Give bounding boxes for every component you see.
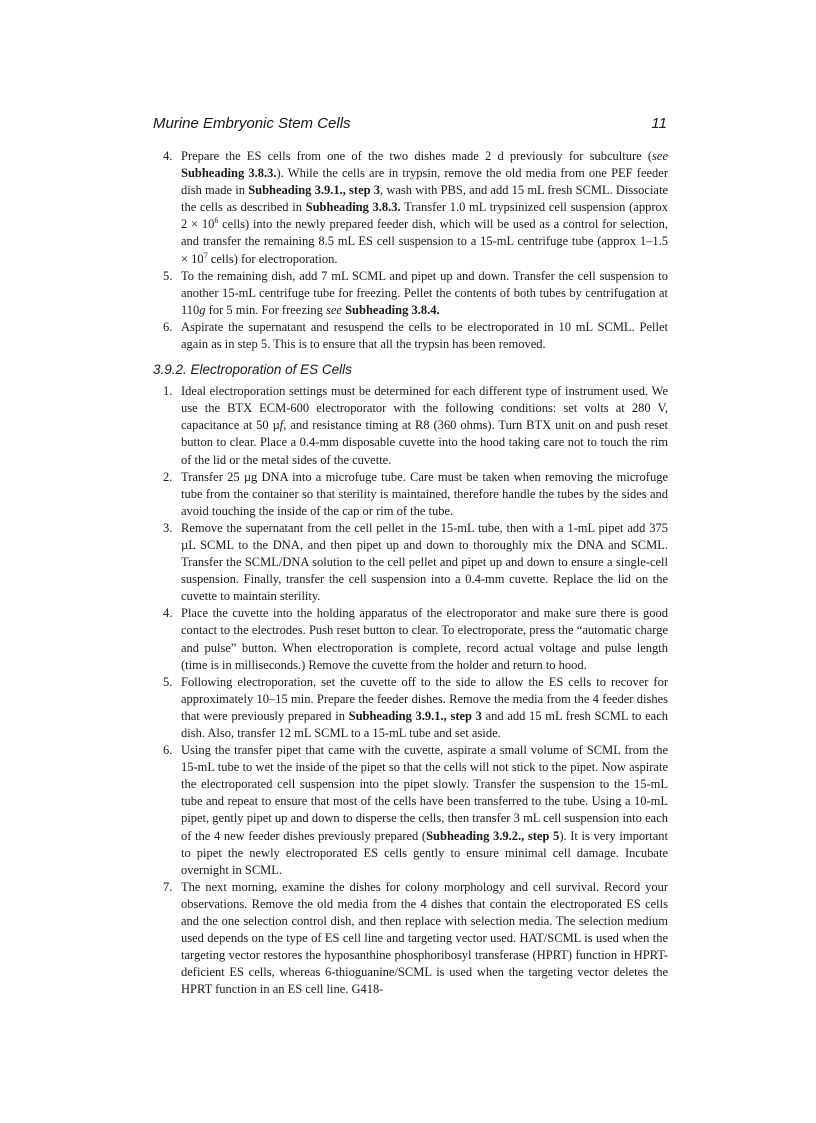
list-item: 6. Aspirate the supernatant and resuspend the cells to be electroporated in 10 mL SCML. Pellet again as in step 5. This is to ensure that all the trypsin has been removed. (163, 319, 668, 352)
running-title: Murine Embryonic Stem Cells (153, 115, 351, 132)
list-item: 5. To the remaining dish, add 7 mL SCML and pipet up and down. Transfer the cell suspension to another 15-mL centrifuge tube for freezing. Pellet the contents of both tubes by centrifugation at 110g for 5 min. For freezing see Subheading 3.8.4. (163, 268, 668, 317)
list-item: 7. The next morning, examine the dishes for colony morphology and cell survival. Record your observations. Remove the old media from the 4 dishes that contain the electroporated ES cells and the one selection control dish, and then replace with selection media. The selection medium used depends on the type of ES cell line and targeting vector used. HAT/SCML is used when the targeting vector restores the hyposanthine phosphoribosyl transferase (HPRT) function in HPRT-deficient ES cells, whereas 6-thioguanine/SCML is used when the targeting vector deletes the HPRT function in an ES cell line. G418- (163, 879, 668, 997)
item-number: 2. (163, 469, 173, 484)
list-item: 4. Prepare the ES cells from one of the two dishes made 2 d previously for subculture (see Subheading 3.8.3.). While the cells are in trypsin, remove the old media from one PEF feeder dish made in Subheading 3.9.1., step 3, wash with PBS, and add 15 mL fresh SCML. Dissociate the cells as described in Subheading 3.8.3. Transfer 1.0 mL trypsinized cell suspension (approx $2 \times 10^6$ cells) into the newly prepared feeder dish, which will be used as a control for selection, and transfer the remaining 8.5 mL ES cell suspension to a 15-mL centrifuge tube (approx $1-1.5 \times 10^7$ cells) for electroporation. (163, 149, 669, 266)
list-item: 3. Remove the supernatant from the cell pellet in the 15-mL tube, then with a 1-mL pipet add 375 µL SCML to the DNA, and then pipet up and down to thoroughly mix the DNA and SCML. Transfer the SCML/DNA solution to the cell pellet and pipet up and down to ensure a single-cell suspension. Finally, transfer the cell suspension into a 0.4-mm cuvette. Replace the lid on the cuvette to maintain sterility. (163, 520, 668, 604)
item-number: 4. (163, 606, 173, 621)
list-item: 1. Ideal electroporation settings must be determined for each different type of instrument used. We use the BTX ECM-600 electroporator with the following conditions: set volts at 280 V, capacitance at 50 µf, and resistance timing at R8 (360 ohms). Turn BTX unit on and push reset button to clear. Place a 0.4-mm disposable cuvette into the hood taking care not to touch the rim of the lid or the metal sides of the cuvette. (163, 384, 668, 467)
item-number: 4. (163, 149, 173, 163)
body-text (153, 148, 668, 999)
item-number: 6. (163, 743, 173, 758)
item-number: 6. (163, 319, 173, 334)
page-number: 11 (651, 115, 667, 132)
list-item: 6. Using the transfer pipet that came with the cuvette, aspirate a small volume of SCML from the 15-mL tube to wet the inside of the pipet so that the cells will not stick to the pipet. Now aspirate the electroporated cell suspension into the pipet slowly. Transfer the suspension to the 15-mL tube and repeat to ensure that most of the cells have been transferred to the tube. Using a 10-mL pipet, gently pipet up and down to disperse the cells, then transfer 3 mL cell suspension into each of the 4 new feeder dishes previously prepared (Subheading 3.9.2., step 5). It is very important to pipet the newly electroporated ES cells gently to ensure minimal cell damage. Incubate overnight in SCML. (163, 743, 668, 877)
cross-reference: Subheading 3.9.1., step 3 (248, 183, 381, 198)
running-header (153, 115, 667, 132)
list-item: 2. Transfer 25 µg DNA into a microfuge tube. Care must be taken when removing the microfuge tube from the container so that sterility is maintained, therefore handle the tubes by the sides and avoid touching the inside of the cap or rim of the tube. (163, 469, 668, 518)
cross-reference: Subheading 3.8.3. (181, 166, 277, 181)
item-number: 7. (163, 879, 173, 894)
item-number: 5. (163, 674, 173, 689)
item-number: 1. (163, 384, 173, 399)
exponent: 7 (203, 250, 208, 260)
item-number: 5. (163, 268, 173, 283)
electroporation-steps-list (153, 383, 668, 998)
cross-reference: Subheading 3.8.3. (305, 200, 401, 215)
section-heading: 3.9.2. Electroporation of ES Cells (153, 362, 352, 378)
list-item: 5. Following electroporation, set the cuvette off to the side to allow the ES cells to recover for approximately 10–15 min. Prepare the feeder dishes. Remove the media from the 4 feeder dishes that were previously prepared in Subheading 3.9.1., step 3 and add 15 mL fresh SCML to each dish. Also, transfer 12 mL SCML to a 15-mL tube and set aside. (163, 674, 668, 740)
item-number: 3. (163, 520, 173, 535)
cross-reference: Subheading 3.9.2., step 5 (426, 828, 560, 843)
steps-list-continued (153, 148, 668, 353)
exponent: 6 (214, 216, 219, 226)
cross-reference: Subheading 3.8.4. (345, 302, 440, 317)
list-item: 4. Place the cuvette into the holding apparatus of the electroporator and make sure there is good contact to the electrodes. Push reset button to clear. To electroporate, press the “automatic charge and pulse” button. When electroporation is complete, record actual voltage and pulse length (time is in milliseconds.) Remove the cuvette from the holder and return to hood. (163, 606, 668, 672)
cross-reference: Subheading 3.9.1., step 3 (348, 708, 482, 723)
